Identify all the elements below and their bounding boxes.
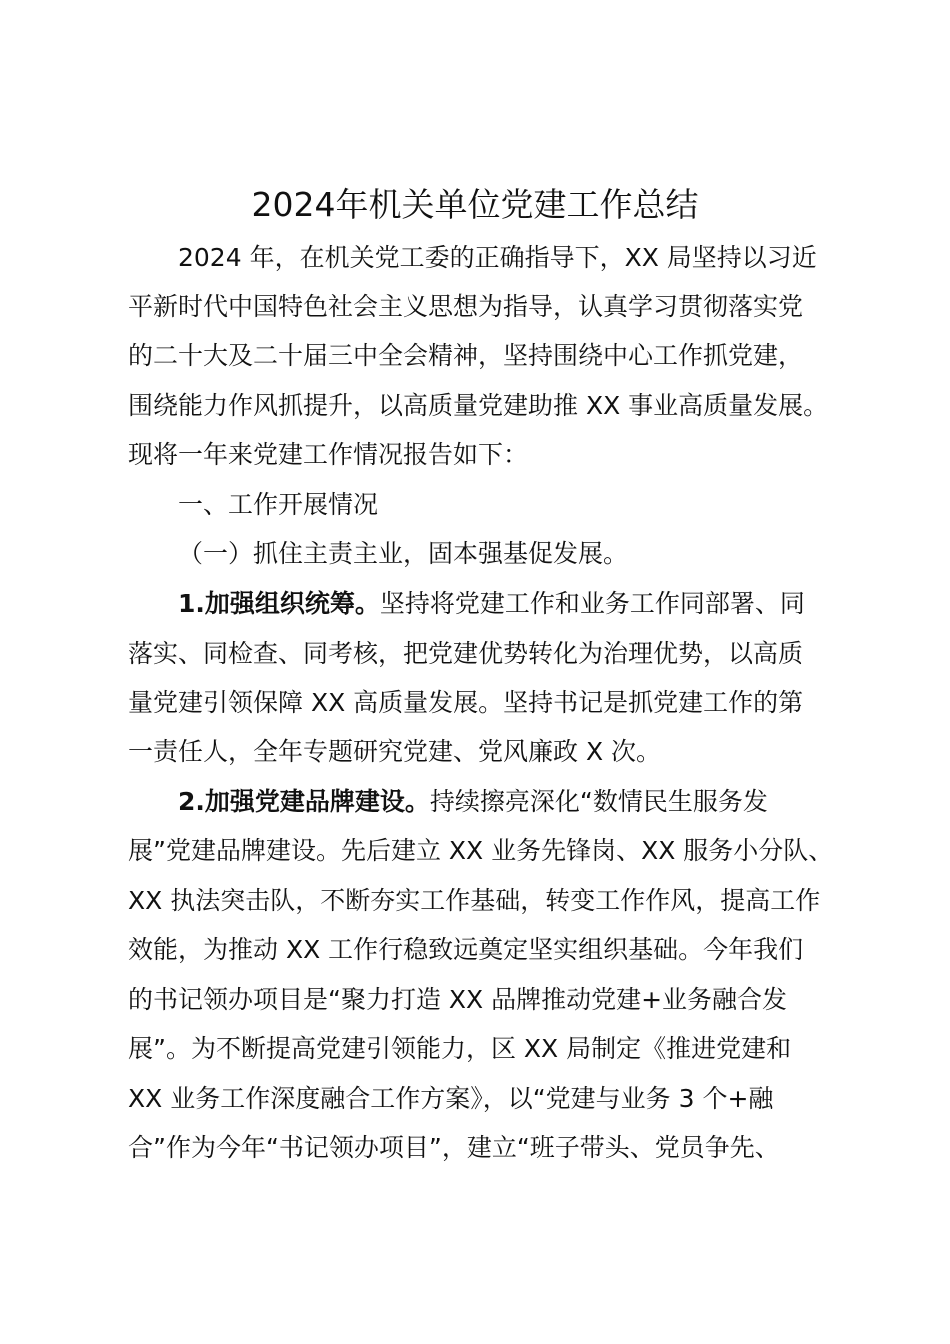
- document-title: 2024年机关单位党建工作总结: [251, 185, 699, 224]
- intro-line-1: 2024 年，在机关党工委的正确指导下，XX 局坚持以习近: [178, 243, 817, 272]
- item1-line: 一责任人，全年专题研究党建、党风廉政 X 次。: [128, 737, 662, 766]
- item2-line: 的书记领办项目是“聚力打造 XX 品牌推动党建+业务融合发: [128, 985, 788, 1014]
- subsection-heading: （一）抓住主责主业，固本强基促发展。: [178, 539, 629, 568]
- intro-line-2: 平新时代中国特色社会主义思想为指导，认真学习贯彻落实党: [128, 292, 804, 321]
- item2-line: XX 业务工作深度融合工作方案》，以“党建与业务 3 个+融: [128, 1084, 774, 1113]
- intro-line-5: 现将一年来党建工作情况报告如下：: [128, 440, 529, 469]
- item1-line: 量党建引领保障 XX 高质量发展。坚持书记是抓党建工作的第: [128, 688, 804, 717]
- intro-line-3: 的二十大及二十届三中全会精神，坚持围绕中心工作抓党建，: [128, 341, 804, 370]
- intro-line-4: 围绕能力作风抓提升，以高质量党建助推 XX 事业高质量发展。: [128, 391, 829, 420]
- item2-first-rest: 持续擦亮深化“数情民生服务发: [429, 787, 768, 816]
- item1-lead: 1.加强组织统筹。: [178, 589, 380, 618]
- item2-line: 合”作为今年“书记领办项目”，建立“班子带头、党员争先、: [128, 1133, 780, 1162]
- item1-first-rest: 坚持将党建工作和业务工作同部署、同: [379, 589, 805, 618]
- item2-line: 展”党建品牌建设。先后建立 XX 业务先锋岗、XX 服务小分队、: [128, 836, 834, 865]
- item2-first-line: [178, 784, 850, 820]
- section-heading: 一、工作开展情况: [178, 490, 379, 519]
- item2-lead: 2.加强党建品牌建设。: [178, 787, 430, 816]
- item2-line: 展”。为不断提高党建引领能力，区 XX 局制定《推进党建和: [128, 1034, 792, 1063]
- item2-line: 效能，为推动 XX 工作行稳致远奠定坚实组织基础。今年我们: [128, 935, 804, 964]
- item2-line: XX 执法突击队，不断夯实工作基础，转变工作作风，提高工作: [128, 886, 821, 915]
- item1-first-line: [178, 586, 850, 622]
- item1-line: 落实、同检查、同考核，把党建优势转化为治理优势，以高质: [128, 639, 804, 668]
